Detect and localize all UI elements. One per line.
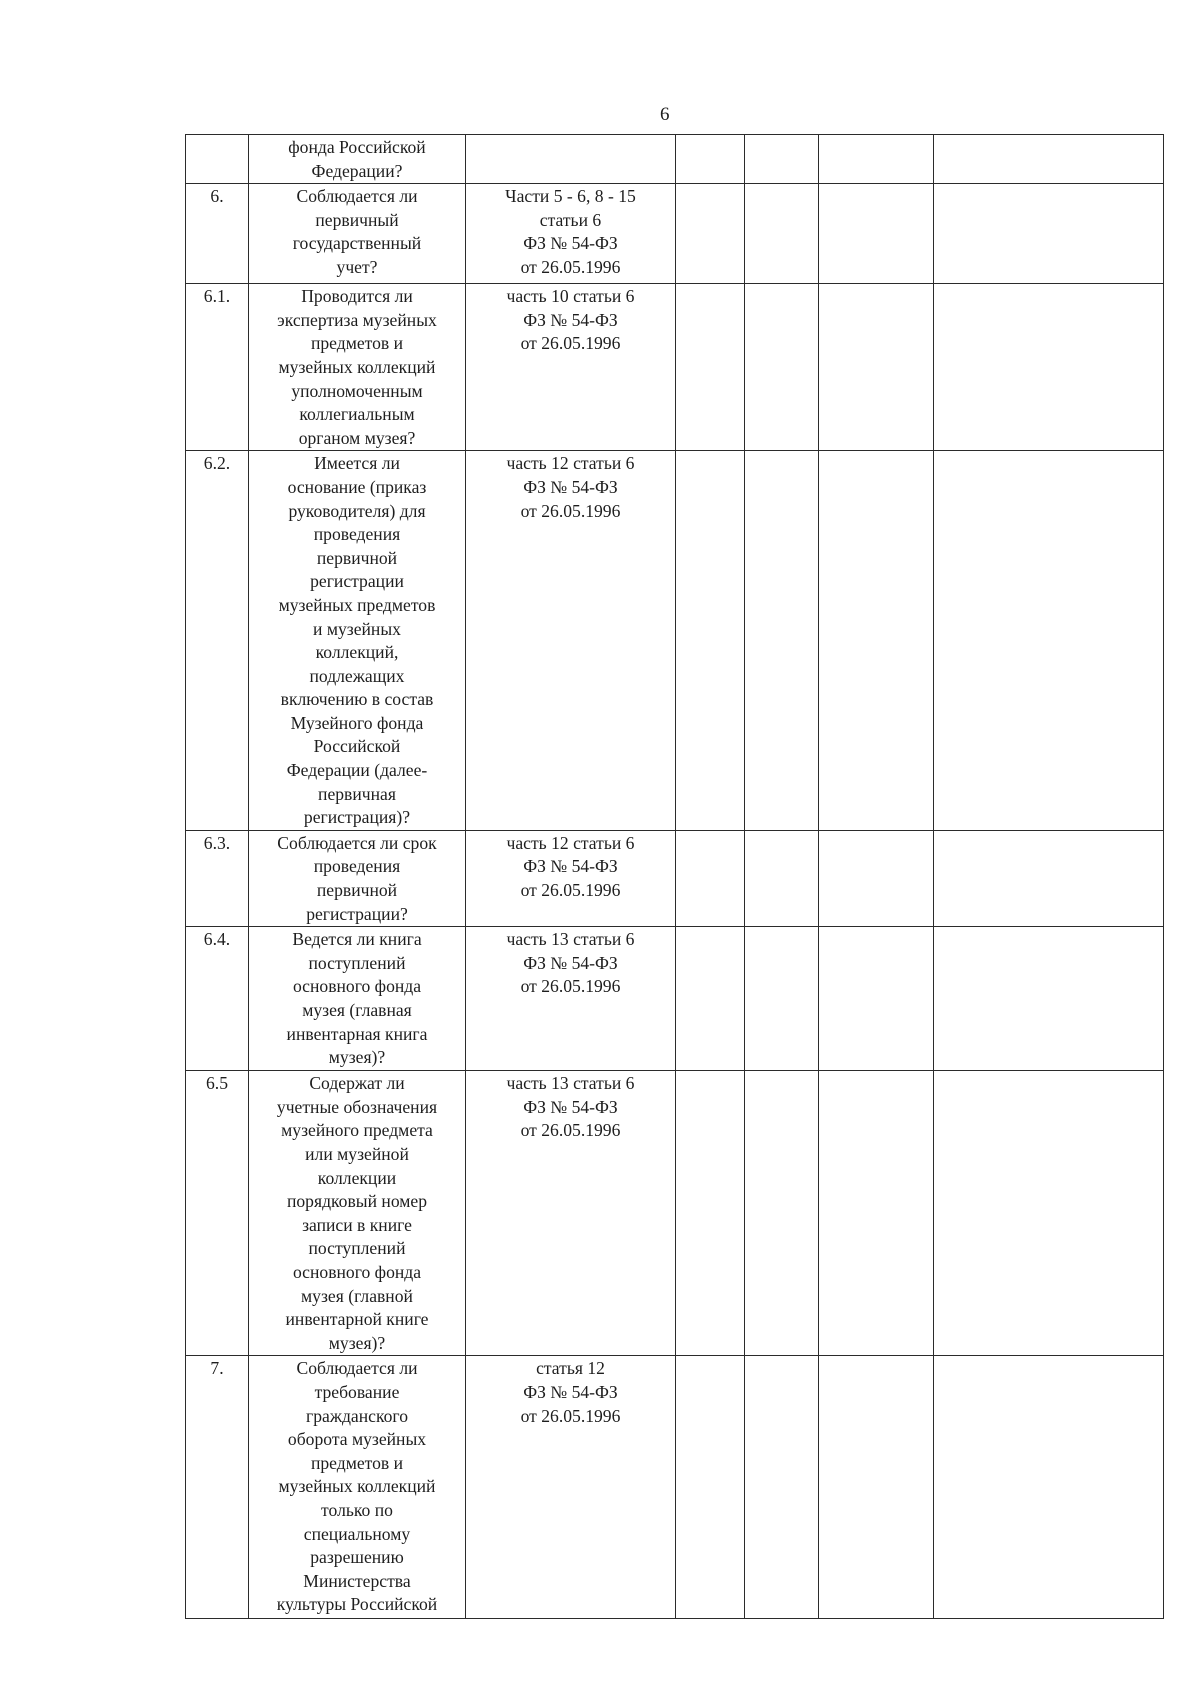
answer-cell xyxy=(819,135,934,184)
note-cell xyxy=(934,830,1164,926)
answer-cell xyxy=(745,184,819,284)
page-number: 6 xyxy=(660,104,670,125)
answer-cell xyxy=(676,1356,745,1619)
answer-cell xyxy=(676,184,745,284)
answer-cell xyxy=(745,927,819,1071)
note-cell xyxy=(934,451,1164,831)
row-number: 7. xyxy=(186,1356,249,1619)
note-cell xyxy=(934,927,1164,1071)
table-row xyxy=(186,184,1164,284)
question-cell: Соблюдается ли первичный государственный учет? xyxy=(249,184,466,284)
legal-reference-cell: часть 12 статьи 6 ФЗ № 54-ФЗ от 26.05.1996 xyxy=(466,830,676,926)
note-cell xyxy=(934,1071,1164,1356)
question-cell: Ведется ли книга поступлений основного фонда музея (главная инвентарная книга музея)? xyxy=(249,927,466,1071)
row-number: 6.1. xyxy=(186,284,249,451)
question-cell: Соблюдается ли требование гражданского оборота музейных предметов и музейных коллекций только по специальному разрешению Министерства культуры Российской xyxy=(249,1356,466,1619)
table-row xyxy=(186,830,1164,926)
answer-cell xyxy=(819,1071,934,1356)
legal-reference-cell: часть 10 статьи 6 ФЗ № 54-ФЗ от 26.05.1996 xyxy=(466,284,676,451)
row-number: 6.3. xyxy=(186,830,249,926)
question-cell: Имеется ли основание (приказ руководителя) для проведения первичной регистрации музейных предметов и музейных коллекций, подлежащих включению в состав Музейного фонда Российской Федерации (далее- первичная регистрация)? xyxy=(249,451,466,831)
legal-reference-cell: Части 5 - 6, 8 - 15 статьи 6 ФЗ № 54-ФЗ от 26.05.1996 xyxy=(466,184,676,284)
answer-cell xyxy=(745,830,819,926)
answer-cell xyxy=(819,830,934,926)
answer-cell xyxy=(819,1356,934,1619)
table-row xyxy=(186,135,1164,184)
legal-reference-cell: часть 12 статьи 6 ФЗ № 54-ФЗ от 26.05.1996 xyxy=(466,451,676,831)
row-number xyxy=(186,135,249,184)
answer-cell xyxy=(819,184,934,284)
answer-cell xyxy=(819,927,934,1071)
answer-cell xyxy=(745,1071,819,1356)
legal-reference-cell: статья 12 ФЗ № 54-ФЗ от 26.05.1996 xyxy=(466,1356,676,1619)
answer-cell xyxy=(676,1071,745,1356)
legal-reference-cell xyxy=(466,135,676,184)
answer-cell xyxy=(745,135,819,184)
row-number: 6. xyxy=(186,184,249,284)
answer-cell xyxy=(676,451,745,831)
question-cell: Содержат ли учетные обозначения музейного предмета или музейной коллекции порядковый номер записи в книге поступлений основного фонда музея (главной инвентарной книге музея)? xyxy=(249,1071,466,1356)
note-cell xyxy=(934,1356,1164,1619)
row-number: 6.5 xyxy=(186,1071,249,1356)
answer-cell xyxy=(819,451,934,831)
table-row xyxy=(186,1071,1164,1356)
table-row xyxy=(186,284,1164,451)
answer-cell xyxy=(819,284,934,451)
answer-cell xyxy=(676,830,745,926)
legal-reference-cell: часть 13 статьи 6 ФЗ № 54-ФЗ от 26.05.1996 xyxy=(466,927,676,1071)
table-row xyxy=(186,1356,1164,1619)
answer-cell xyxy=(676,927,745,1071)
row-number: 6.2. xyxy=(186,451,249,831)
checklist-table xyxy=(185,134,1164,1619)
legal-reference-cell: часть 13 статьи 6 ФЗ № 54-ФЗ от 26.05.1996 xyxy=(466,1071,676,1356)
answer-cell xyxy=(745,451,819,831)
note-cell xyxy=(934,135,1164,184)
row-number: 6.4. xyxy=(186,927,249,1071)
question-cell: фонда Российской Федерации? xyxy=(249,135,466,184)
answer-cell xyxy=(745,1356,819,1619)
answer-cell xyxy=(745,284,819,451)
table-row xyxy=(186,451,1164,831)
question-cell: Проводится ли экспертиза музейных предметов и музейных коллекций уполномоченным коллегиальным органом музея? xyxy=(249,284,466,451)
answer-cell xyxy=(676,284,745,451)
note-cell xyxy=(934,184,1164,284)
note-cell xyxy=(934,284,1164,451)
question-cell: Соблюдается ли срок проведения первичной регистрации? xyxy=(249,830,466,926)
table-row xyxy=(186,927,1164,1071)
answer-cell xyxy=(676,135,745,184)
